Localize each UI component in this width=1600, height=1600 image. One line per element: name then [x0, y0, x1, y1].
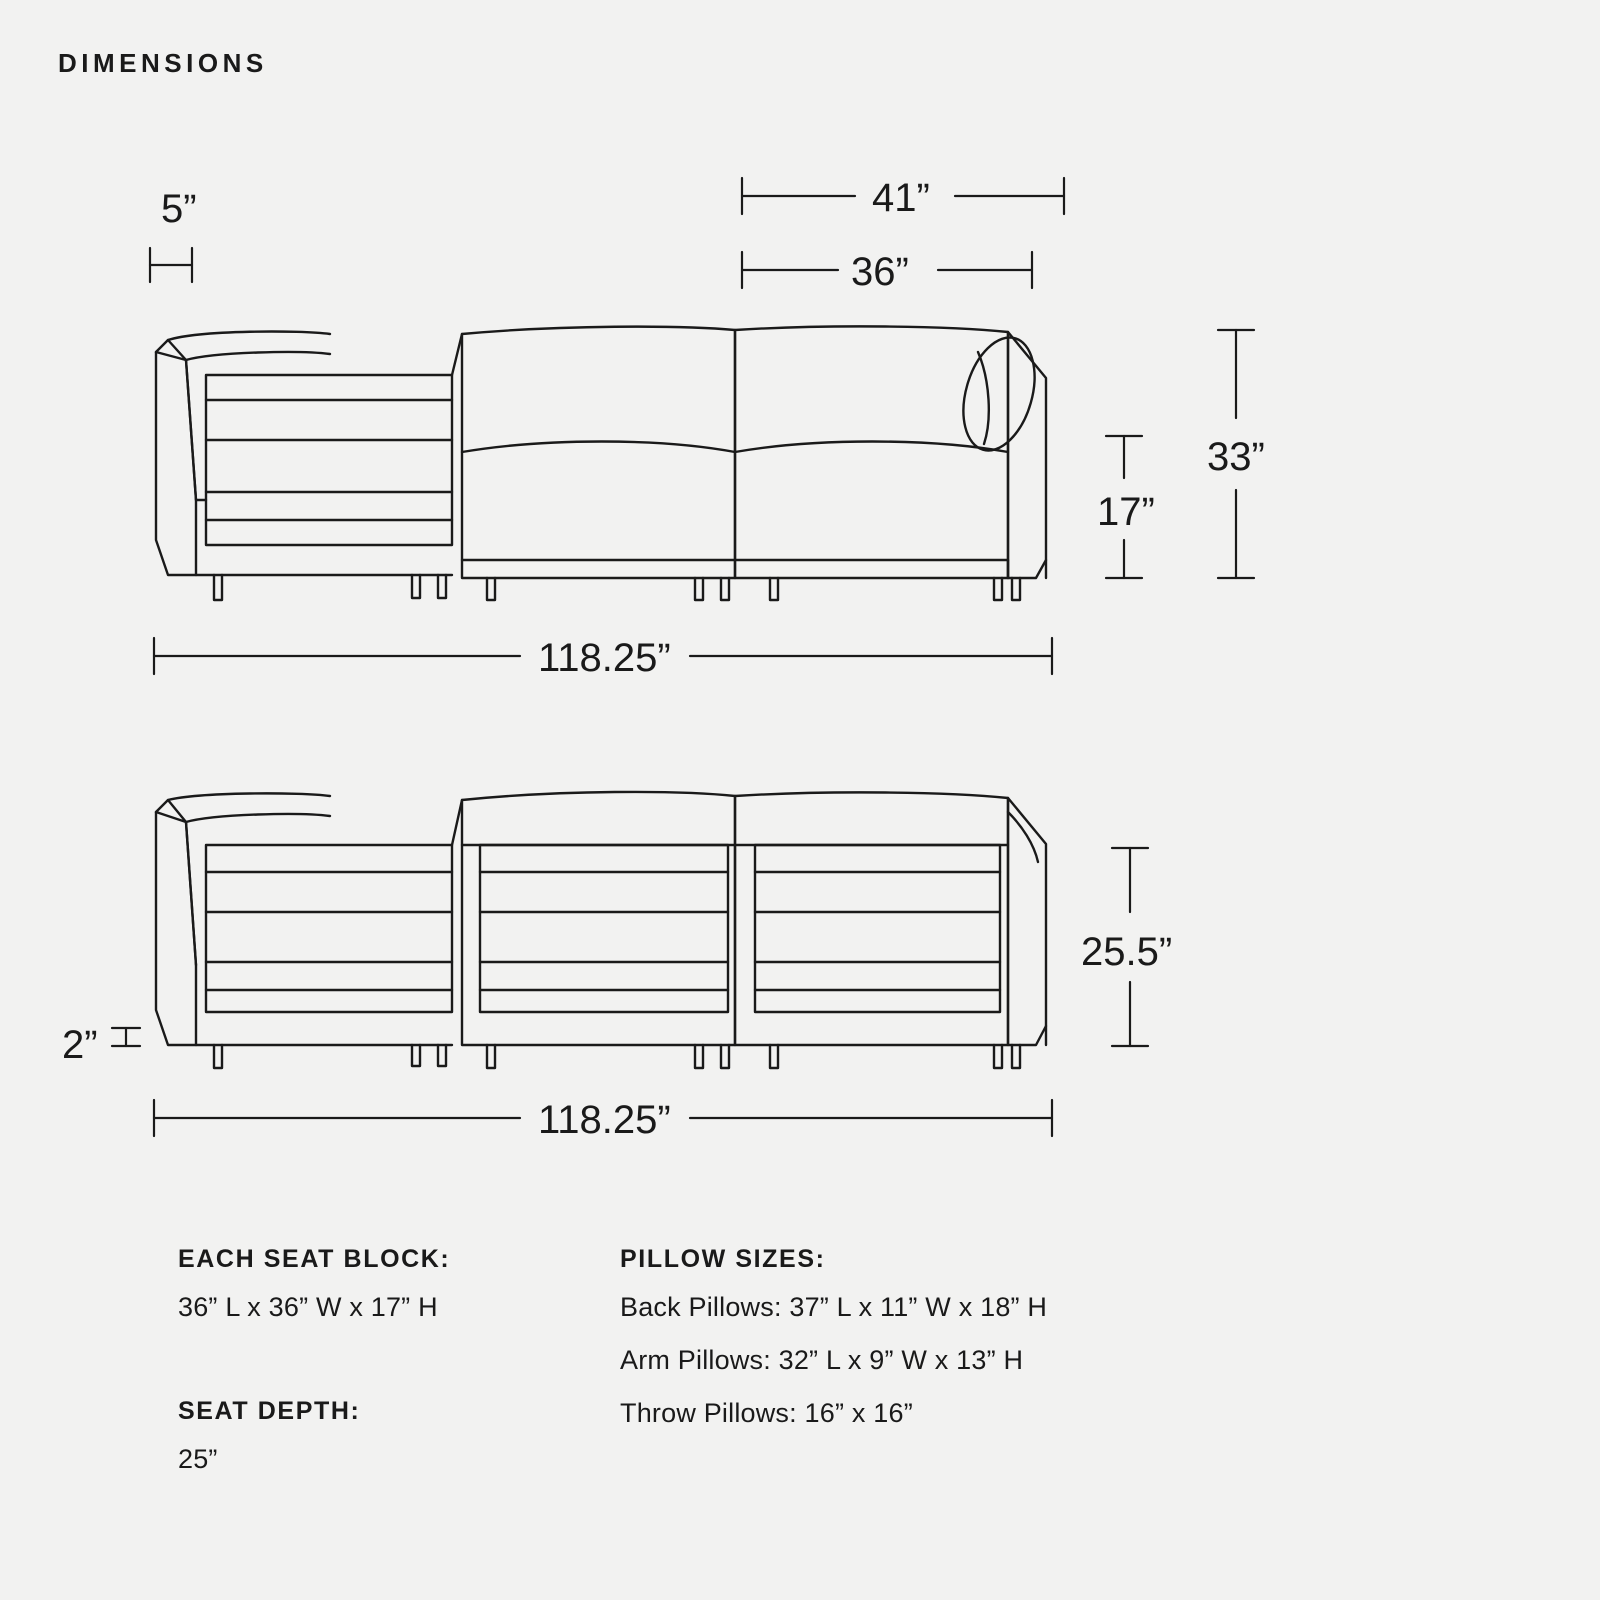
dim-seat-height: 17”	[1097, 490, 1155, 534]
specs-column-left	[178, 1245, 598, 1497]
specs-column-right	[620, 1245, 1320, 1451]
back-view-dimensions	[112, 848, 1148, 1136]
pillow-sizes-heading: PILLOW SIZES:	[620, 1245, 826, 1273]
dim-back-height: 25.5”	[1081, 930, 1173, 974]
seat-depth-heading: SEAT DEPTH:	[178, 1397, 361, 1425]
seat-block-heading: EACH SEAT BLOCK:	[178, 1245, 451, 1273]
dim-arm-width: 5”	[161, 187, 197, 231]
dim-module-inner: 36”	[851, 250, 909, 294]
front-view-sofa	[156, 326, 1047, 600]
page-title: DIMENSIONS	[58, 48, 268, 78]
dim-back-overall-width: 118.25”	[538, 1098, 671, 1142]
dim-module-outer: 41”	[872, 176, 930, 220]
back-view-sofa	[156, 792, 1046, 1068]
pillow-line-arm: Arm Pillows: 32” L x 9” W x 13” H	[620, 1345, 1024, 1375]
dim-leg-height: 2”	[62, 1023, 98, 1067]
pillow-line-throw: Throw Pillows: 16” x 16”	[620, 1398, 913, 1428]
pillow-line-back: Back Pillows: 37” L x 11” W x 18” H	[620, 1292, 1048, 1322]
dim-front-overall-width: 118.25”	[538, 636, 671, 680]
seat-depth-value: 25”	[178, 1444, 218, 1474]
spec-spacer	[178, 1345, 598, 1397]
seat-block-value: 36” L x 36” W x 17” H	[178, 1292, 438, 1322]
dim-overall-height: 33”	[1207, 435, 1265, 479]
